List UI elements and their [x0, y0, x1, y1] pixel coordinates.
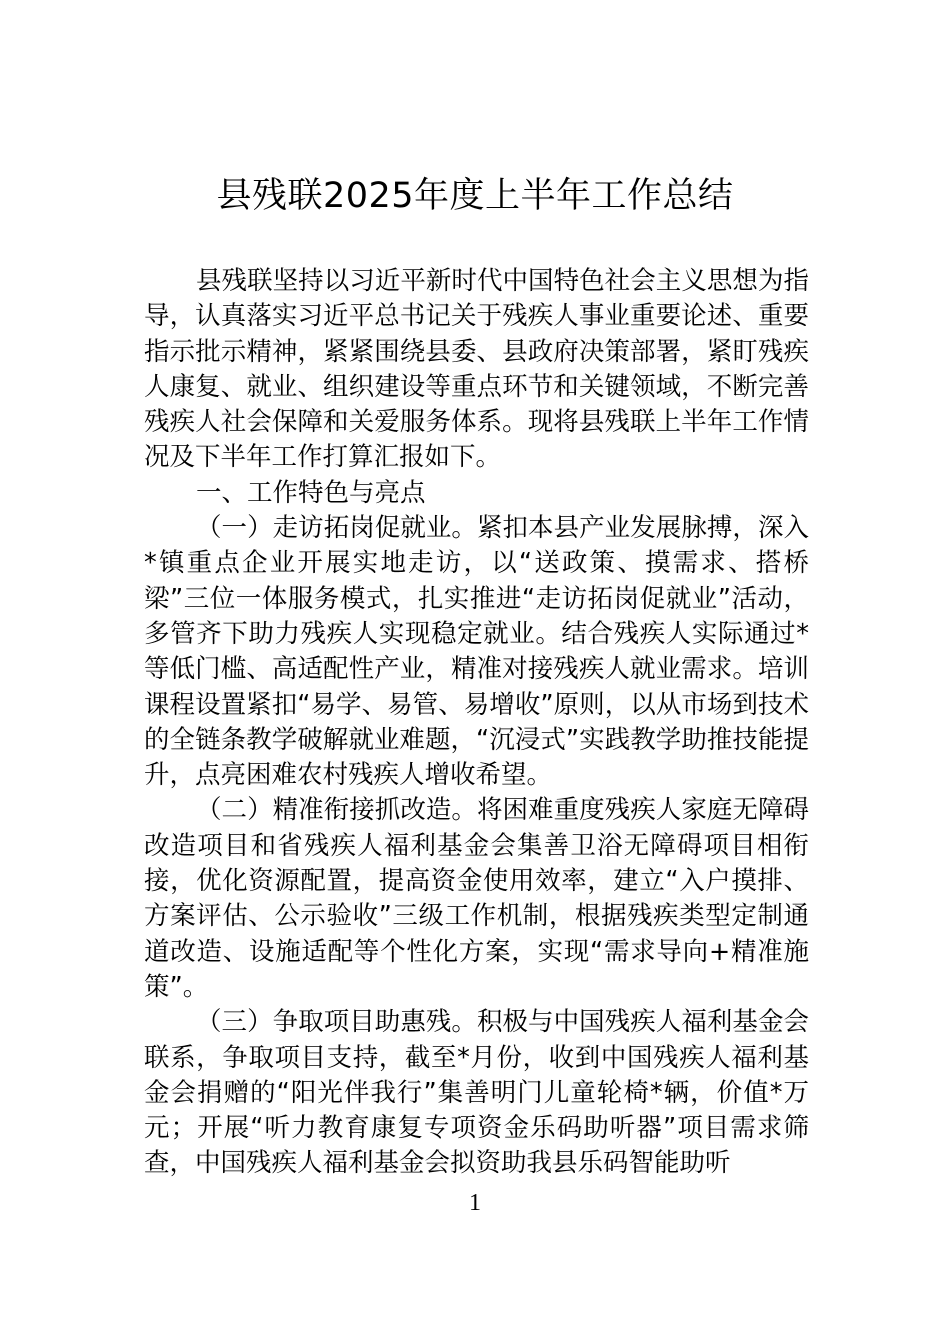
subsection-paragraph-projects: （三）争取项目助惠残。积极与中国残疾人福利基金会联系，争取项目支持，截至*月份，收到中国残疾人福利基金会捐赠的“阳光伴我行”集善明门儿童轮椅*辆，价值*万元；开展“听力教育康复专项资金乐码助听器”项目需求筛查，中国残疾人福利基金会拟资助我县乐码智能助听 — [144, 1007, 809, 1179]
subsection-paragraph-renovation: （二）精准衔接抓改造。将困难重度残疾人家庭无障碍改造项目和省残疾人福利基金会集善卫浴无障碍项目相衔接，优化资源配置，提高资金使用效率，建立“入户摸排、方案评估、公示验收”三级工作机制，根据残疾类型定制通道改造、设施适配等个性化方案，实现“需求导向+精准施策”。 — [144, 795, 809, 1002]
intro-paragraph: 县残联坚持以习近平新时代中国特色社会主义思想为指导，认真落实习近平总书记关于残疾人事业重要论述、重要指示批示精神，紧紧围绕县委、县政府决策部署，紧盯残疾人康复、就业、组织建设等重点环节和关键领域，不断完善残疾人社会保障和关爱服务体系。现将县残联上半年工作情况及下半年工作打算汇报如下。 — [144, 266, 809, 473]
subsection-paragraph-employment: （一）走访拓岗促就业。紧扣本县产业发展脉搏，深入*镇重点企业开展实地走访，以“送政策、摸需求、搭桥梁”三位一体服务模式，扎实推进“走访拓岗促就业”活动，多管齐下助力残疾人实现稳定就业。结合残疾人实际通过*等低门槛、高适配性产业，精准对接残疾人就业需求。培训课程设置紧扣“易学、易管、易增收”原则，以从市场到技术的全链条教学破解就业难题，“沉浸式”实践教学助推技能提升，点亮困难农村残疾人增收希望。 — [144, 513, 809, 791]
section-heading: 一、工作特色与亮点 — [196, 477, 426, 508]
document-title: 县残联2025年度上半年工作总结 — [216, 176, 734, 216]
page-number: 1 — [469, 1190, 481, 1216]
document-body — [144, 264, 809, 1182]
